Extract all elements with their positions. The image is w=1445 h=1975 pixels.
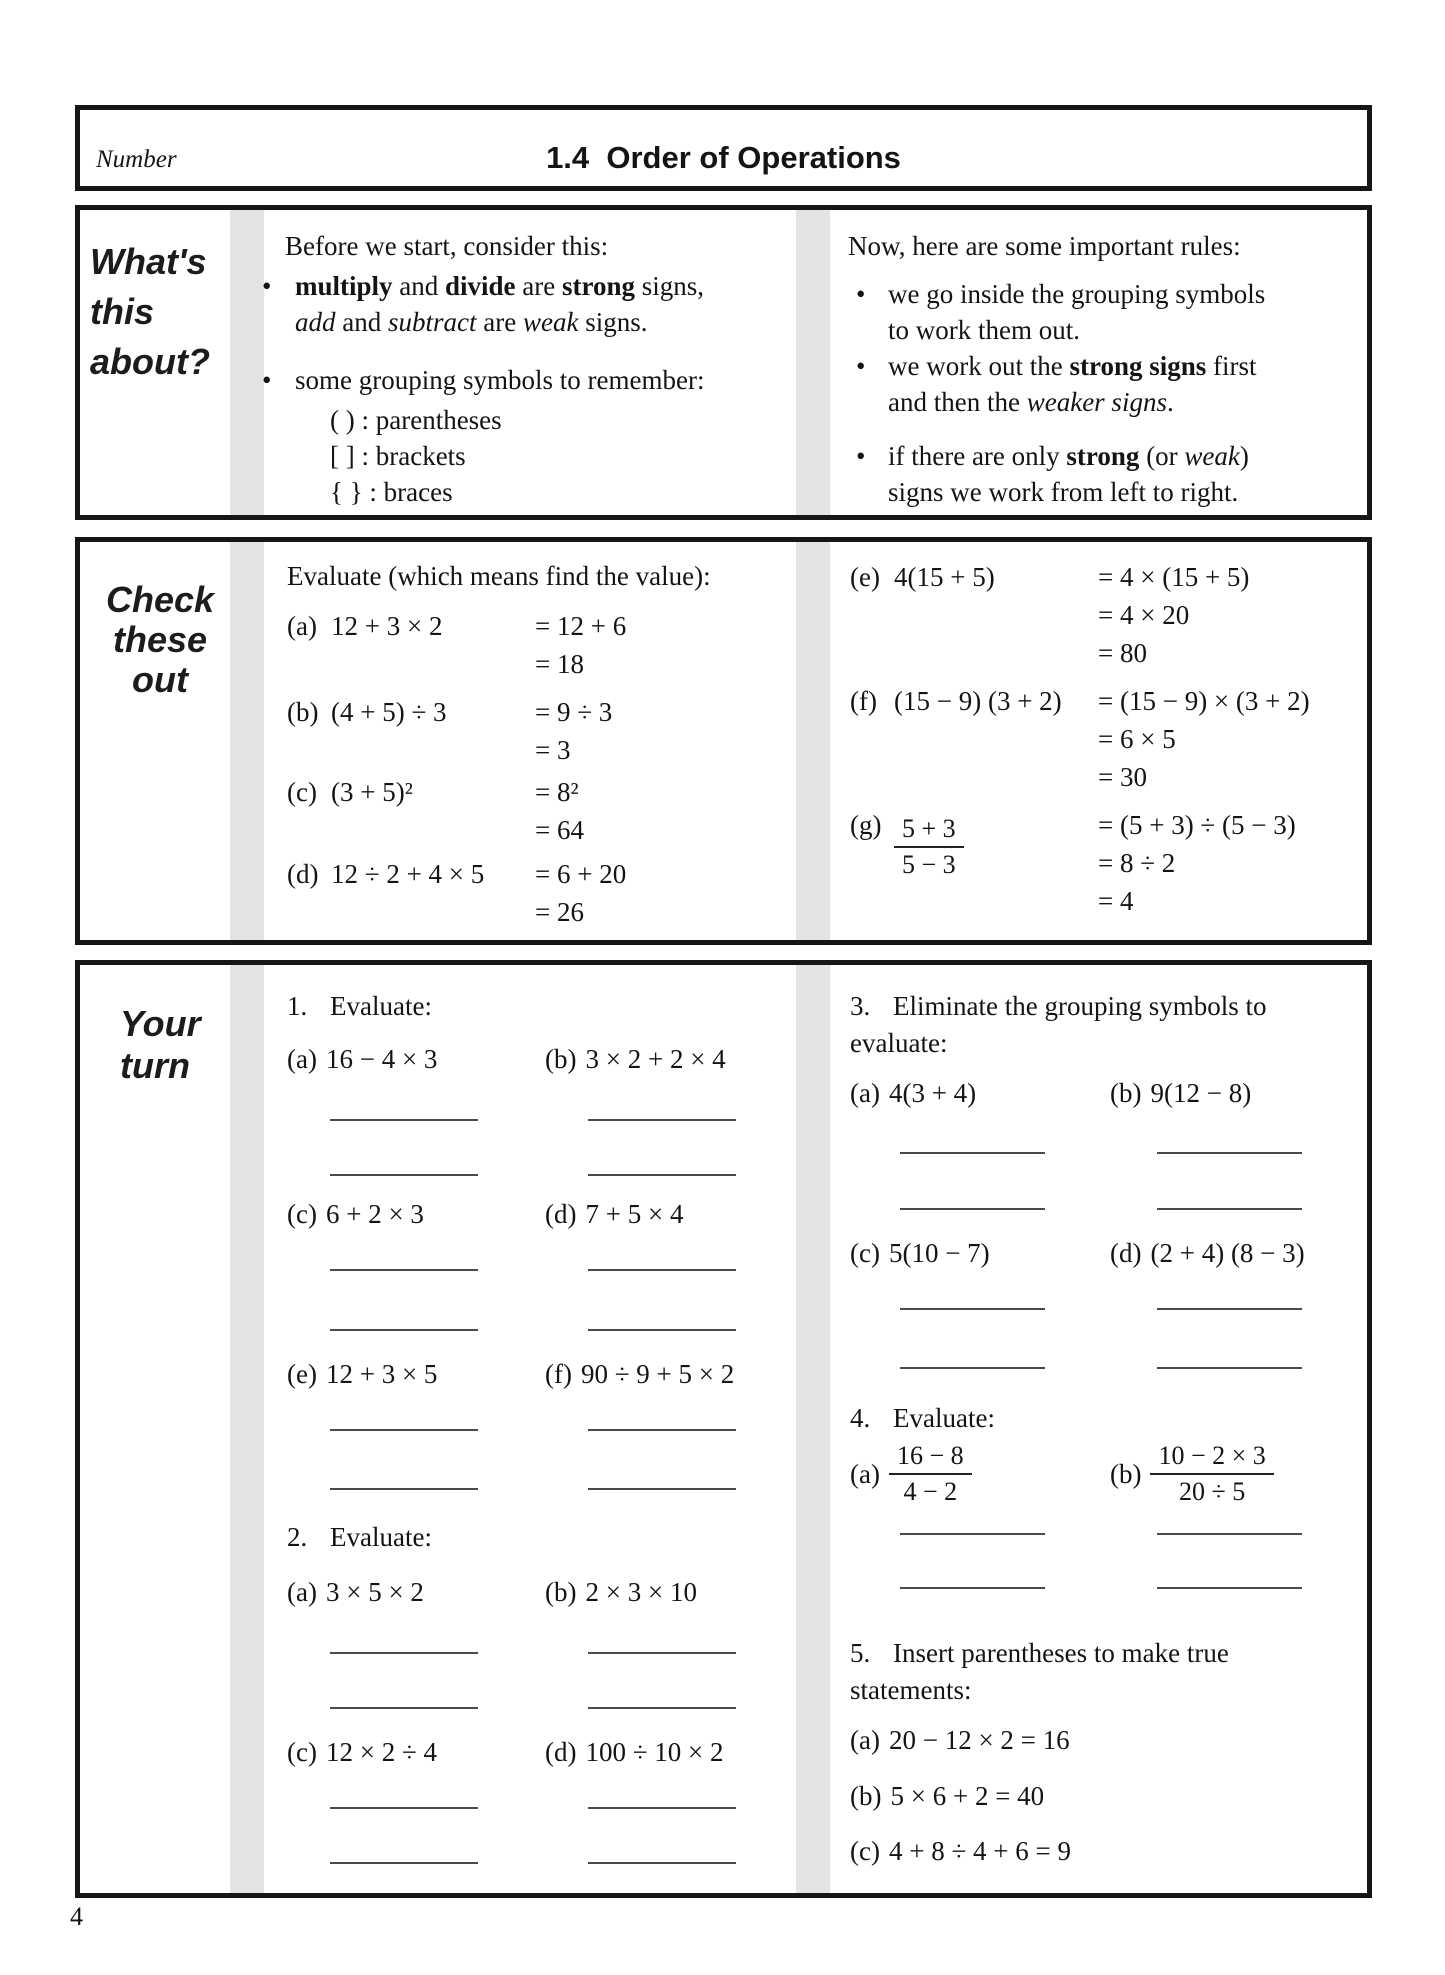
answer-line bbox=[330, 1329, 478, 1331]
item-label: (a) bbox=[850, 1459, 880, 1489]
section-label-line: Check bbox=[105, 579, 215, 620]
answer-line bbox=[330, 1429, 478, 1431]
answer-line-row bbox=[287, 1652, 795, 1654]
question-title: Eliminate the grouping symbols to bbox=[893, 991, 1267, 1021]
item-expression: 6 + 2 × 3 bbox=[325, 1199, 424, 1229]
step-line: = 6 × 5 bbox=[1098, 724, 1176, 754]
question-row bbox=[850, 1778, 1363, 1814]
item-steps bbox=[535, 773, 584, 849]
item-label: (c) bbox=[287, 1737, 317, 1767]
item-steps bbox=[1098, 806, 1296, 920]
page-number: 4 bbox=[70, 1902, 83, 1931]
item-label: (c) bbox=[287, 777, 317, 807]
answer-line-row bbox=[287, 1862, 795, 1864]
answer-line-row bbox=[850, 1152, 1363, 1154]
grouping-symbol-line: { } : braces bbox=[330, 477, 453, 507]
grouping-symbol-line: [ ] : brackets bbox=[330, 441, 466, 471]
question-header-3-line2 bbox=[850, 1025, 1363, 1062]
bullet-text bbox=[888, 348, 1257, 420]
step-line: = 8² bbox=[535, 777, 579, 807]
answer-line-row bbox=[287, 1269, 795, 1271]
item-steps bbox=[535, 607, 626, 683]
question-item-1b bbox=[545, 1041, 726, 1077]
item-expression: 7 + 5 × 4 bbox=[585, 1199, 684, 1229]
item-expression: 20 − 12 × 2 = 16 bbox=[888, 1725, 1070, 1755]
fraction-numerator: 5 + 3 bbox=[902, 814, 956, 843]
step-line: = (5 + 3) ÷ (5 − 3) bbox=[1098, 810, 1296, 840]
step-line: = 80 bbox=[1098, 638, 1147, 668]
intro-text: Before we start, consider this: bbox=[285, 231, 609, 261]
question-item-1d bbox=[545, 1196, 683, 1232]
bullet-text-line: and then the weaker signs. bbox=[888, 387, 1174, 417]
bullet-grouping-symbols bbox=[262, 362, 792, 398]
step-line: = 4 bbox=[1098, 886, 1134, 916]
item-label: (c) bbox=[850, 1836, 880, 1866]
check-item-c bbox=[287, 773, 795, 849]
section-label-line: What's bbox=[90, 241, 207, 282]
fraction bbox=[894, 814, 964, 880]
item-label: (a) bbox=[850, 1725, 880, 1755]
answer-line bbox=[1157, 1152, 1302, 1154]
page-category: Number bbox=[96, 146, 177, 173]
answer-line bbox=[330, 1174, 478, 1176]
answer-line-row bbox=[287, 1329, 795, 1331]
item-expression: (15 − 9) (3 + 2) bbox=[894, 686, 1062, 716]
answer-line bbox=[1157, 1587, 1302, 1589]
item-expression: 3 × 5 × 2 bbox=[325, 1577, 424, 1607]
question-item-3d bbox=[1110, 1235, 1363, 1271]
bullet-left-to-right bbox=[848, 438, 1363, 510]
question-header-4 bbox=[850, 1400, 1363, 1437]
answer-line-row bbox=[287, 1429, 795, 1431]
item-expression: 5 × 6 + 2 = 40 bbox=[890, 1781, 1045, 1811]
answer-line bbox=[330, 1807, 478, 1809]
answer-line bbox=[588, 1807, 736, 1809]
answer-line bbox=[900, 1587, 1045, 1589]
question-item-3c bbox=[850, 1235, 1110, 1271]
bullet-text-line: signs we work from left to right. bbox=[888, 477, 1239, 507]
bullet-go-inside-grouping bbox=[848, 276, 1363, 348]
fraction-denominator: 4 − 2 bbox=[889, 1473, 972, 1507]
answer-line-row bbox=[287, 1119, 795, 1121]
answer-line-row bbox=[850, 1587, 1363, 1589]
bullet-text-line: to work them out. bbox=[888, 315, 1080, 345]
question-row bbox=[850, 1441, 1363, 1507]
answer-line bbox=[900, 1152, 1045, 1154]
answer-line-row bbox=[850, 1208, 1363, 1210]
item-label: (b) bbox=[850, 1781, 882, 1811]
question-row bbox=[850, 1833, 1363, 1869]
answer-line-row bbox=[287, 1174, 795, 1176]
item-expression: 12 ÷ 2 + 4 × 5 bbox=[331, 859, 485, 889]
your-turn-left-column bbox=[287, 965, 795, 1893]
question-row bbox=[287, 1196, 795, 1232]
check-item-a bbox=[287, 607, 795, 683]
question-item-1c bbox=[287, 1196, 545, 1232]
check-item-f bbox=[850, 682, 1363, 796]
item-steps bbox=[1098, 558, 1249, 672]
question-number: 2. bbox=[287, 1522, 308, 1552]
answer-line bbox=[588, 1707, 736, 1709]
item-expression: 90 ÷ 9 + 5 × 2 bbox=[580, 1359, 735, 1389]
question-item-1e bbox=[287, 1356, 545, 1392]
fraction-numerator: 16 − 8 bbox=[896, 1441, 964, 1470]
item-expression: 4 + 8 ÷ 4 + 6 = 9 bbox=[888, 1836, 1071, 1866]
question-title: evaluate: bbox=[850, 1028, 948, 1058]
section-label-line: these bbox=[112, 619, 208, 660]
section-label-line: about? bbox=[90, 341, 210, 382]
item-label: (d) bbox=[545, 1199, 577, 1229]
grouping-symbol-list bbox=[262, 402, 792, 510]
answer-line bbox=[1157, 1533, 1302, 1535]
step-line: = 4 × (15 + 5) bbox=[1098, 562, 1250, 592]
question-item-5b bbox=[850, 1778, 1110, 1814]
item-label: (g) bbox=[850, 810, 882, 840]
bullet-strong-weak-signs bbox=[262, 268, 792, 340]
question-item-2a bbox=[287, 1574, 545, 1610]
answer-line bbox=[330, 1119, 478, 1121]
question-header-5-line2 bbox=[850, 1672, 1363, 1709]
section-whats-this bbox=[75, 205, 1372, 520]
answer-line bbox=[588, 1174, 736, 1176]
bullet-text-line: we work out the strong signs first bbox=[888, 351, 1257, 381]
question-title: statements: bbox=[850, 1675, 972, 1705]
item-expression: 5(10 − 7) bbox=[888, 1238, 990, 1268]
section-label-your-turn bbox=[120, 1003, 201, 1087]
step-line: = 30 bbox=[1098, 762, 1147, 792]
answer-line-row bbox=[850, 1367, 1363, 1369]
bullet-text bbox=[295, 268, 704, 340]
item-expression: (4 + 5) ÷ 3 bbox=[331, 697, 447, 727]
question-item-5c bbox=[850, 1833, 1110, 1869]
check-intro: Evaluate (which means find the value): bbox=[287, 561, 711, 591]
label-divider-stripe bbox=[230, 965, 264, 1893]
answer-line-row bbox=[287, 1807, 795, 1809]
answer-line bbox=[1157, 1308, 1302, 1310]
item-label: (d) bbox=[287, 859, 319, 889]
question-number: 3. bbox=[850, 991, 871, 1021]
question-row bbox=[850, 1722, 1363, 1758]
step-line: = 64 bbox=[535, 815, 584, 845]
item-label: (e) bbox=[287, 1359, 317, 1389]
fraction bbox=[889, 1441, 972, 1507]
section-label-whats-this bbox=[90, 237, 210, 387]
fraction-denominator: 20 ÷ 5 bbox=[1150, 1473, 1273, 1507]
fraction bbox=[1150, 1441, 1273, 1507]
check-item-d bbox=[287, 855, 795, 931]
fraction-numerator: 10 − 2 × 3 bbox=[1158, 1441, 1266, 1470]
section-your-turn bbox=[75, 960, 1372, 1898]
item-label: (a) bbox=[850, 1078, 880, 1108]
item-expression: 100 ÷ 10 × 2 bbox=[585, 1737, 724, 1767]
grouping-symbol-line: ( ) : parentheses bbox=[330, 405, 502, 435]
item-label: (a) bbox=[287, 611, 317, 641]
step-line: = 12 + 6 bbox=[535, 611, 627, 641]
intro-text: Now, here are some important rules: bbox=[848, 231, 1241, 261]
answer-line bbox=[588, 1119, 736, 1121]
question-row bbox=[850, 1075, 1363, 1111]
item-label: (f) bbox=[545, 1359, 572, 1389]
bullet-icon bbox=[856, 438, 888, 510]
section-check-these-out bbox=[75, 537, 1372, 945]
answer-line-row bbox=[287, 1488, 795, 1490]
item-steps bbox=[1098, 682, 1310, 796]
question-number: 1. bbox=[287, 991, 308, 1021]
section-label-line: this bbox=[90, 291, 155, 332]
answer-line bbox=[588, 1862, 736, 1864]
step-line: = (15 − 9) × (3 + 2) bbox=[1098, 686, 1310, 716]
bullet-icon bbox=[262, 268, 295, 340]
item-expression: (2 + 4) (8 − 3) bbox=[1150, 1238, 1305, 1268]
answer-line bbox=[588, 1652, 736, 1654]
step-line: = 26 bbox=[535, 897, 584, 927]
check-left-column bbox=[287, 542, 795, 940]
question-item-1f bbox=[545, 1356, 734, 1392]
answer-line bbox=[1157, 1208, 1302, 1210]
item-expression: 12 + 3 × 5 bbox=[325, 1359, 438, 1389]
item-expression: 16 − 4 × 3 bbox=[325, 1044, 438, 1074]
answer-line bbox=[588, 1488, 736, 1490]
step-line: = 18 bbox=[535, 649, 584, 679]
question-row bbox=[287, 1041, 795, 1077]
bullet-icon bbox=[262, 362, 295, 398]
section-label-check-these-out bbox=[90, 580, 230, 700]
item-label: (c) bbox=[850, 1238, 880, 1268]
bullet-text bbox=[888, 438, 1249, 510]
question-number: 5. bbox=[850, 1638, 871, 1668]
column-divider-stripe bbox=[796, 210, 830, 515]
label-divider-stripe bbox=[230, 210, 264, 515]
item-label: (e) bbox=[850, 562, 880, 592]
column-divider-stripe bbox=[796, 965, 830, 1893]
bullet-text-line: we go inside the grouping symbols bbox=[888, 279, 1266, 309]
answer-line bbox=[900, 1533, 1045, 1535]
item-label: (b) bbox=[1110, 1078, 1142, 1108]
section-label-line: turn bbox=[120, 1045, 190, 1086]
item-expression: 12 + 3 × 2 bbox=[331, 611, 443, 641]
answer-line bbox=[900, 1367, 1045, 1369]
bullet-text-line: add and subtract are weak signs. bbox=[295, 307, 648, 337]
step-line: = 8 ÷ 2 bbox=[1098, 848, 1176, 878]
whats-this-left-column bbox=[262, 210, 792, 515]
question-title: Insert parentheses to make true bbox=[893, 1638, 1229, 1668]
item-label: (f) bbox=[850, 686, 877, 716]
item-expression: (3 + 5)² bbox=[331, 777, 413, 807]
item-label: (b) bbox=[545, 1044, 577, 1074]
item-expression: 3 × 2 + 2 × 4 bbox=[585, 1044, 726, 1074]
step-line: = 6 + 20 bbox=[535, 859, 627, 889]
page-title: 1.4 Order of Operations bbox=[546, 140, 901, 175]
question-title: Evaluate: bbox=[330, 991, 432, 1021]
question-row bbox=[287, 1356, 795, 1392]
answer-line-row bbox=[850, 1533, 1363, 1535]
question-header-3 bbox=[850, 988, 1363, 1025]
question-number: 4. bbox=[850, 1403, 871, 1433]
question-header-5 bbox=[850, 1635, 1363, 1672]
question-header-2 bbox=[287, 1519, 795, 1556]
answer-line-row bbox=[287, 1707, 795, 1709]
your-turn-right-column bbox=[850, 965, 1363, 1893]
check-item-e bbox=[850, 558, 1363, 672]
label-divider-stripe bbox=[230, 542, 264, 940]
answer-line-row bbox=[850, 1308, 1363, 1310]
check-right-column bbox=[850, 542, 1363, 940]
bullet-text-line: if there are only strong (or weak) bbox=[888, 441, 1249, 471]
item-steps bbox=[535, 855, 626, 931]
item-label: (b) bbox=[545, 1577, 577, 1607]
answer-line bbox=[330, 1652, 478, 1654]
step-line: = 9 ÷ 3 bbox=[535, 697, 613, 727]
item-expression-fraction bbox=[894, 806, 1098, 920]
check-item-b bbox=[287, 693, 795, 769]
answer-line bbox=[330, 1488, 478, 1490]
item-label: (d) bbox=[1110, 1238, 1142, 1268]
bullet-text bbox=[888, 276, 1265, 348]
question-row bbox=[287, 1734, 795, 1770]
question-item-2b bbox=[545, 1574, 697, 1610]
header-box bbox=[75, 105, 1372, 191]
answer-line bbox=[1157, 1367, 1302, 1369]
answer-line bbox=[330, 1269, 478, 1271]
question-item-3b bbox=[1110, 1075, 1363, 1111]
item-expression: 12 × 2 ÷ 4 bbox=[325, 1737, 438, 1767]
bullet-icon bbox=[856, 348, 888, 420]
step-line: = 3 bbox=[535, 735, 571, 765]
bullet-text-line: multiply and divide are strong signs, bbox=[295, 271, 705, 301]
answer-line bbox=[900, 1208, 1045, 1210]
question-item-4b bbox=[1110, 1441, 1363, 1507]
item-label: (a) bbox=[287, 1044, 317, 1074]
fraction-denominator: 5 − 3 bbox=[894, 846, 964, 880]
question-item-4a bbox=[850, 1441, 1110, 1507]
question-item-3a bbox=[850, 1075, 1110, 1111]
answer-line bbox=[900, 1308, 1045, 1310]
whats-this-right-column bbox=[848, 210, 1363, 515]
answer-line bbox=[330, 1707, 478, 1709]
question-row bbox=[287, 1574, 795, 1610]
question-item-2c bbox=[287, 1734, 545, 1770]
item-expression: 4(15 + 5) bbox=[894, 562, 995, 592]
question-item-5a bbox=[850, 1722, 1110, 1758]
bullet-strong-first bbox=[848, 348, 1363, 420]
answer-line bbox=[588, 1269, 736, 1271]
item-steps bbox=[535, 693, 612, 769]
answer-line bbox=[330, 1862, 478, 1864]
question-title: Evaluate: bbox=[330, 1522, 432, 1552]
item-label: (a) bbox=[287, 1577, 317, 1607]
question-row bbox=[850, 1235, 1363, 1271]
item-label: (b) bbox=[1110, 1459, 1142, 1489]
answer-line bbox=[588, 1429, 736, 1431]
bullet-text-line: some grouping symbols to remember: bbox=[295, 365, 705, 395]
section-label-line: Your bbox=[120, 1003, 201, 1044]
item-expression: 9(12 − 8) bbox=[1150, 1078, 1252, 1108]
answer-line bbox=[588, 1329, 736, 1331]
question-header-1 bbox=[287, 988, 795, 1025]
item-expression: 2 × 3 × 10 bbox=[585, 1577, 697, 1607]
check-item-g bbox=[850, 806, 1363, 920]
item-label: (b) bbox=[287, 697, 319, 727]
bullet-icon bbox=[856, 276, 888, 348]
question-item-2d bbox=[545, 1734, 724, 1770]
item-label: (d) bbox=[545, 1737, 577, 1767]
item-label: (c) bbox=[287, 1199, 317, 1229]
section-label-line: out bbox=[132, 659, 188, 700]
item-expression: 4(3 + 4) bbox=[888, 1078, 977, 1108]
column-divider-stripe bbox=[796, 542, 830, 940]
question-item-1a bbox=[287, 1041, 545, 1077]
step-line: = 4 × 20 bbox=[1098, 600, 1190, 630]
question-title: Evaluate: bbox=[893, 1403, 995, 1433]
